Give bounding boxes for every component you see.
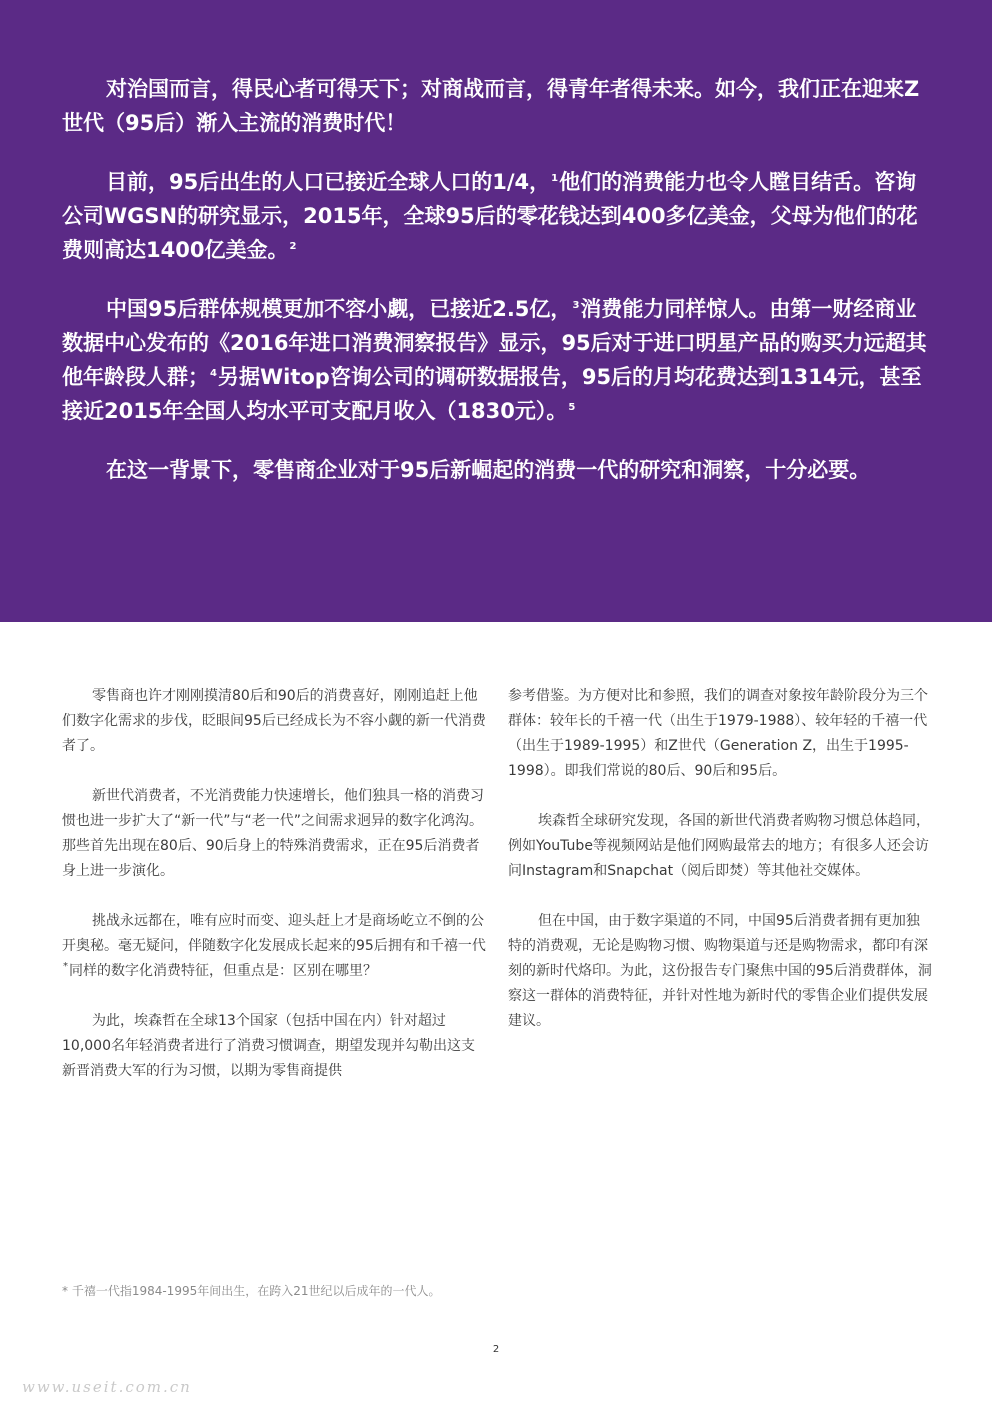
hero-text bbox=[62, 72, 932, 512]
hero-paragraph-3 bbox=[62, 292, 932, 428]
footnote-ref-2: 2 bbox=[289, 241, 297, 252]
hero-banner bbox=[0, 0, 992, 622]
body-left-paragraph-3 bbox=[62, 909, 487, 984]
hero-paragraph-1: 对治国而言，得民心者可得天下；对商战而言，得青年者得未来。如今，我们正在迎来Z世代（95后）渐入主流的消费时代！ bbox=[62, 77, 920, 135]
hero-p3-text-c: 另据Witop咨询公司的调研数据报告，95后的月均花费达到1314元，甚至接近2015年全国人均水平可支配月收入（1830元）。 bbox=[62, 365, 922, 423]
body-left-paragraph-1: 零售商也许才刚刚摸清80后和90后的消费喜好，刚刚追赶上他们数字化需求的步伐，眨眼间95后已经成长为不容小觑的新一代消费者了。 bbox=[62, 688, 486, 754]
page-number: 2 bbox=[492, 1344, 500, 1355]
hero-paragraph-4: 在这一背景下，零售商企业对于95后新崛起的消费一代的研究和洞察，十分必要。 bbox=[106, 458, 871, 482]
footnote-ref-3: 3 bbox=[572, 300, 580, 311]
hero-p2-text-b: 他们的消费能力也令人瞠目结舌。咨询公司WGSN的研究显示，2015年，全球95后的零花钱达到400多亿美金，父母为他们的花费则高达1400亿美金。 bbox=[62, 170, 918, 262]
body-right-paragraph-1: 参考借鉴。为方便对比和参照，我们的调查对象按年龄阶段分为三个群体：较年长的千禧一代（出生于1979-1988）、较年轻的千禧一代（出生于1989-1995）和Z世代（Generation Z，出生于1995-1998）。即我们常说的80后、90后和95后。 bbox=[508, 688, 928, 779]
watermark: www.useit.com.cn bbox=[22, 1378, 192, 1396]
footnote-ref-5: 5 bbox=[568, 402, 576, 413]
footnote-ref-1: 1 bbox=[551, 173, 559, 184]
footnote-marker: * bbox=[63, 961, 68, 973]
footnote-ref-4: 4 bbox=[210, 368, 217, 379]
body-left-paragraph-2: 新世代消费者，不光消费能力快速增长，他们独具一格的消费习惯也进一步扩大了“新一代”与“老一代”之间需求迥异的数字化鸿沟。那些首先出现在80后、90后身上的特殊消费需求，正在95后消费者身上进一步演化。 bbox=[62, 788, 484, 879]
hero-p2-text-a: 目前，95后出生的人口已接近全球人口的1/4， bbox=[106, 170, 551, 194]
footnote: * 千禧一代指1984-1995年间出生，在跨入21世纪以后成年的一代人。 bbox=[62, 1284, 441, 1298]
body-left-p3-text-a: 挑战永远都在，唯有应时而变、迎头赶上才是商场屹立不倒的公开奥秘。毫无疑问，伴随数字化发展成长起来的95后拥有和千禧一代 bbox=[62, 913, 486, 954]
hero-p3-text-b: 消费能力同样惊人。由第一财经商业数据中心发布的《2016年进口消费洞察报告》显示，95后对于进口明星产品的购买力远超其他年龄段人群； bbox=[62, 297, 927, 389]
body-left-paragraph-4: 为此，埃森哲在全球13个国家（包括中国在内）针对超过10,000名年轻消费者进行了消费习惯调查，期望发现并勾勒出这支新晋消费大军的行为习惯，以期为零售商提供 bbox=[62, 1013, 475, 1079]
hero-paragraph-2 bbox=[62, 165, 932, 267]
hero-p3-text-a: 中国95后群体规模更加不容小觑，已接近2.5亿， bbox=[106, 297, 572, 321]
body-column-right bbox=[508, 684, 933, 1059]
body-right-paragraph-3: 但在中国，由于数字渠道的不同，中国95后消费者拥有更加独特的消费观，无论是购物习惯、购物渠道与还是购物需求，都印有深刻的新时代烙印。为此，这份报告专门聚焦中国的95后消费群体，洞察这一群体的消费特征，并针对性地为新时代的零售企业们提供发展建议。 bbox=[508, 913, 932, 1029]
body-right-paragraph-2: 埃森哲全球研究发现，各国的新世代消费者购物习惯总体趋同，例如YouTube等视频网站是他们网购最常去的地方；有很多人还会访问Instagram和Snapchat（阅后即焚）等其他社交媒体。 bbox=[508, 813, 930, 879]
body-left-p3-text-b: 同样的数字化消费特征，但重点是：区别在哪里？ bbox=[69, 963, 377, 979]
body-column-left bbox=[62, 684, 487, 1109]
